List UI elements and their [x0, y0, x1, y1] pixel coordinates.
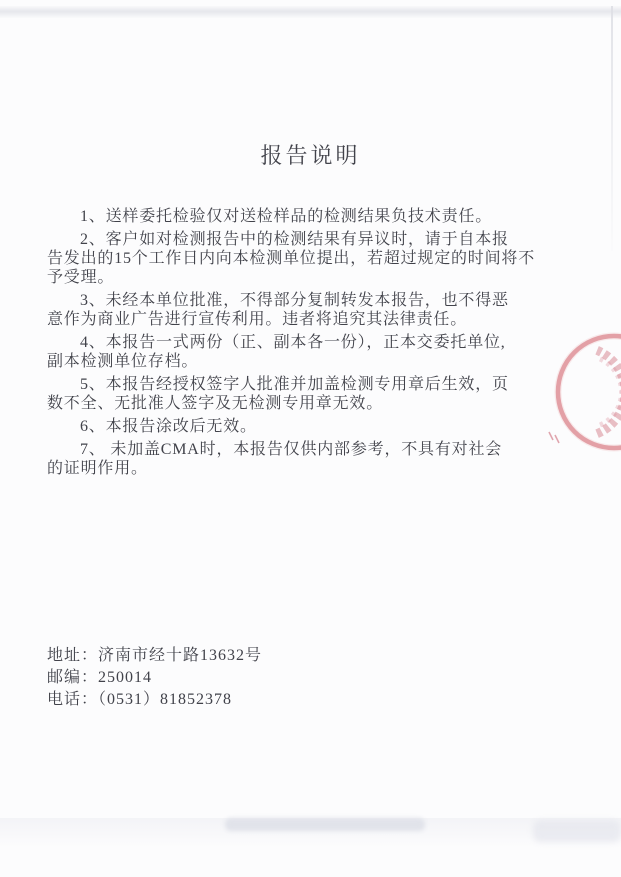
note-line: 7、 未加盖CMA时，本报告仅供内部参考，不具有对社会: [80, 441, 503, 458]
page-title: 报告说明: [260, 143, 361, 168]
contact-info: [47, 645, 262, 711]
note-line: 6、本报告涂改后无效。: [80, 418, 257, 435]
note-item-4: [47, 333, 561, 371]
contact-phone: 电话：（0531）81852378: [47, 691, 233, 708]
note-item-1: [47, 207, 561, 226]
scan-artifact-bottom-smudge: [225, 818, 425, 831]
note-line: 4、本报告一式两份（正、副本各一份），正本交委托单位,: [80, 334, 506, 351]
note-line: 副本检测单位存档。: [47, 353, 199, 370]
note-line: 告发出的15个工作日内向本检测单位提出，若超过规定的时间将不: [47, 250, 536, 267]
scan-artifact-right-edge-line: [611, 6, 613, 251]
note-item-5: [47, 375, 561, 413]
note-item-2: [47, 230, 561, 287]
note-item-3: [47, 291, 561, 329]
contact-address: 地址：济南市经十路13632号: [47, 647, 263, 664]
note-line: 予受理。: [47, 269, 115, 286]
note-line: 数不全、无批准人签字及无检测专用章无效。: [47, 395, 384, 412]
note-line: 1、送样委托检验仅对送检样品的检测结果负技术责任。: [80, 208, 493, 225]
scan-artifact-bottom-corner-smudge: [533, 820, 621, 842]
note-line: 3、未经本单位批准，不得部分复制转发本报告，也不得恶: [80, 292, 509, 309]
contact-postcode: 邮编：250014: [47, 669, 153, 686]
note-item-6: [47, 417, 561, 436]
note-line: 的证明作用。: [47, 460, 148, 477]
note-line: 意作为商业广告进行宣传利用。违者将追究其法律责任。: [47, 311, 468, 328]
official-seal-stamp-icon: [539, 324, 621, 460]
note-line: 2、客户如对检测报告中的检测结果有异议时，请于自本报: [80, 231, 509, 248]
note-line: 5、本报告经授权签字人批准并加盖检测专用章后生效，页: [80, 376, 509, 393]
scan-artifact-top-band: [0, 6, 621, 18]
report-notes: [47, 207, 561, 482]
note-item-7: [47, 440, 561, 478]
